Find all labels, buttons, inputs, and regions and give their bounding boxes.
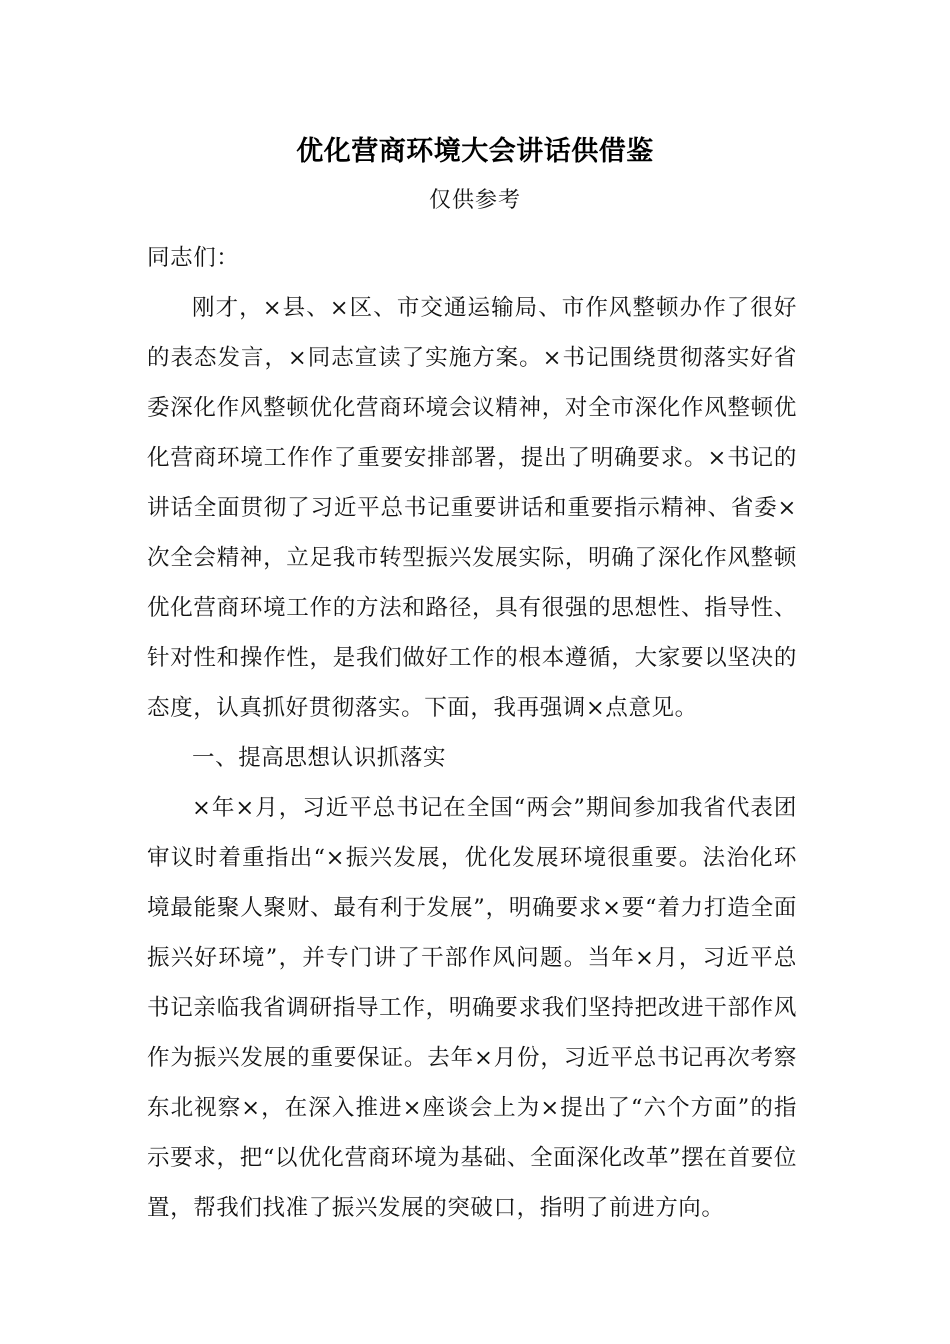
- salutation: 同志们：: [147, 245, 240, 271]
- section-heading-1: 一、提高思想认识抓落实: [192, 745, 447, 771]
- paragraph-section-1: ×年×月，习近平总书记在全国“两会”期间参加我省代表团审议时着重指出“×振兴发展，优化发展环境很重要。法治化环境最能聚人聚财、最有利于发展”，明确要求×要“着力打造全面振兴好环境”，并专门讲了干部作风问题。当年×月，习近平总书记亲临我省调研指导工作，明确要求我们坚持把改进干部作风作为振兴发展的重要保证。去年×月份，习近平总书记再次考察东北视察×，在深入推进×座谈会上为×提出了“六个方面”的指示要求，把“以优化营商环境为基础、全面深化改革”摆在首要位置，帮我们找准了振兴发展的突破口，指明了前进方向。: [147, 795, 797, 1221]
- document-subtitle: 仅供参考: [428, 188, 521, 213]
- paragraph-intro: 刚才，×县、×区、市交通运输局、市作风整顿办作了很好的表态发言，×同志宣读了实施方案。×书记围绕贯彻落实好省委深化作风整顿优化营商环境会议精神，对全市深化作风整顿优化营商环境工作作了重要安排部署，提出了明确要求。×书记的讲话全面贯彻了习近平总书记重要讲话和重要指示精神、省委×次全会精神，立足我市转型振兴发展实际，明确了深化作风整顿优化营商环境工作的方法和路径，具有很强的思想性、指导性、针对性和操作性，是我们做好工作的根本遵循，大家要以坚决的态度，认真抓好贯彻落实。下面，我再强调×点意见。: [147, 295, 797, 721]
- document-body: [147, 233, 797, 1233]
- document-title: 优化营商环境大会讲话供借鉴: [296, 136, 654, 167]
